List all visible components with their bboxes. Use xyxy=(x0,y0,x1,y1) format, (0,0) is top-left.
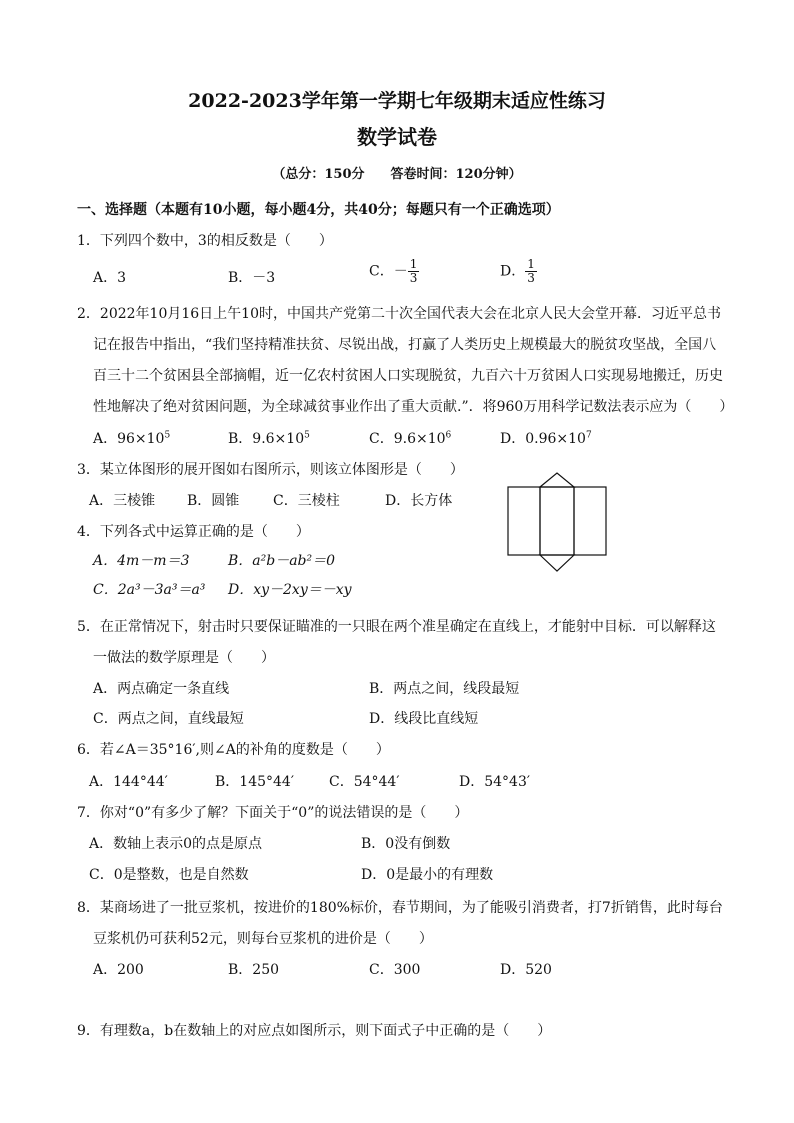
q1-option-c-fraction: $\frac{1}{3}$ xyxy=(409,257,418,285)
q3-option-d: D．长方体 xyxy=(385,493,453,509)
q5-option-c: C．两点之间，直线最短 xyxy=(93,711,244,727)
net-bottom-triangle xyxy=(540,555,574,571)
q1-option-d-fraction: $\frac{1}{3}$ xyxy=(527,257,535,285)
q1-option-b: B．－3 xyxy=(228,270,276,286)
q8-option-d: D．520 xyxy=(500,962,552,978)
q7-option-c: C．0是整数，也是自然数 xyxy=(89,867,249,883)
question-8-line-1: 8．某商场进了一批豆浆机，按进价的180%标价，春节期间，为了能吸引消费者，打7折销售，此时每台 xyxy=(77,900,723,916)
net-left-face xyxy=(508,487,540,555)
q1-option-a: A．3 xyxy=(93,270,127,286)
question-6: 6．若∠A＝35°16′,则∠A的补角的度数是（ ） xyxy=(77,742,390,758)
q3-option-a: A．三棱锥 xyxy=(89,493,156,509)
exam-meta: （总分：150分 答卷时间：120分钟） xyxy=(272,167,522,182)
exam-title: 2022-2023学年第一学期七年级期末适应性练习 xyxy=(188,90,606,112)
q5-option-b: B．两点之间，线段最短 xyxy=(369,681,520,697)
q8-option-c: C．300 xyxy=(369,962,421,978)
q4-option-d: D．xy－2xy＝－xy xyxy=(228,582,352,598)
q4-option-c: C．2a³－3a³＝a³ xyxy=(93,582,206,598)
q7-option-b: B．0没有倒数 xyxy=(361,836,451,852)
question-2-line-2: 记在报告中指出，“我们坚持精准扶贫、尽锐出战，打赢了人类历史上规模最大的脱贫攻坚战，全国八 xyxy=(93,337,717,353)
q6-option-c: C．54°44′ xyxy=(329,774,400,790)
question-9: 9．有理数a，b在数轴上的对应点如图所示，则下面式子中正确的是（ ） xyxy=(77,1023,552,1039)
question-3: 3．某立体图形的展开图如右图所示，则该立体图形是（ ） xyxy=(77,462,464,478)
question-5-line-2: 一做法的数学原理是（ ） xyxy=(93,650,275,666)
net-top-triangle xyxy=(540,473,574,487)
question-2-line-1: 2．2022年10月16日上午10时，中国共产党第二十次全国代表大会在北京人民大会堂开幕．习近平总书 xyxy=(77,306,721,322)
q5-option-a: A．两点确定一条直线 xyxy=(93,681,230,697)
q7-option-a: A．数轴上表示0的点是原点 xyxy=(89,836,263,852)
question-2-line-3: 百三十二个贫困县全部摘帽，近一亿农村贫困人口实现脱贫，九百六十万贫困人口实现易地搬迁，历史 xyxy=(93,368,723,384)
net-right-face xyxy=(574,487,606,555)
q2-option-c: C．$9.6\times 10^6$ xyxy=(369,430,452,447)
question-2-line-4: 性地解决了绝对贫困问题，为全球减贫事业作出了重大贡献.”．将960万用科学记数法表示应为（ ） xyxy=(93,399,734,415)
q4-option-b: B．a²b－ab²＝0 xyxy=(228,553,336,569)
exam-subtitle: 数学试卷 xyxy=(357,125,437,149)
q8-option-b: B．250 xyxy=(228,962,280,978)
q6-option-b: B．145°44′ xyxy=(215,774,295,790)
q3-option-b: B．圆锥 xyxy=(187,493,240,509)
q1-option-c-prefix: C．－ xyxy=(369,263,408,280)
q4-option-a: A．4m－m＝3 xyxy=(93,553,190,569)
q1-option-c xyxy=(369,258,419,285)
prism-net-figure xyxy=(505,470,610,575)
question-4: 4．下列各式中运算正确的是（ ） xyxy=(77,524,310,540)
q2-option-d: D．$0.96\times 10^7$ xyxy=(500,430,592,447)
q2-option-b: B．$9.6\times 10^5$ xyxy=(228,430,310,447)
q7-option-d: D．0是最小的有理数 xyxy=(361,867,494,883)
section-heading: 一、选择题（本题有10小题，每小题4分，共40分；每题只有一个正确选项） xyxy=(77,202,560,218)
q2-option-a: A．$96\times 10^5$ xyxy=(93,430,171,447)
question-8-line-2: 豆浆机仍可获利52元，则每台豆浆机的进价是（ ） xyxy=(93,931,433,947)
q6-option-a: A．144°44′ xyxy=(89,774,168,790)
q6-option-d: D．54°43′ xyxy=(459,774,531,790)
question-7: 7．你对“0”有多少了解？下面关于“0”的说法错误的是（ ） xyxy=(77,805,469,821)
net-middle-face xyxy=(540,487,574,555)
q1-option-d xyxy=(500,258,537,285)
q8-option-a: A．200 xyxy=(93,962,144,978)
q3-option-c: C．三棱柱 xyxy=(273,493,340,509)
q5-option-d: D．线段比直线短 xyxy=(369,711,479,727)
question-5-line-1: 5．在正常情况下，射击时只要保证瞄准的一只眼在两个准星确定在直线上，才能射中目标．可以解释这 xyxy=(77,619,716,635)
question-1: 1．下列四个数中，3的相反数是（ ） xyxy=(77,233,333,249)
q1-option-d-prefix: D． xyxy=(500,263,526,280)
